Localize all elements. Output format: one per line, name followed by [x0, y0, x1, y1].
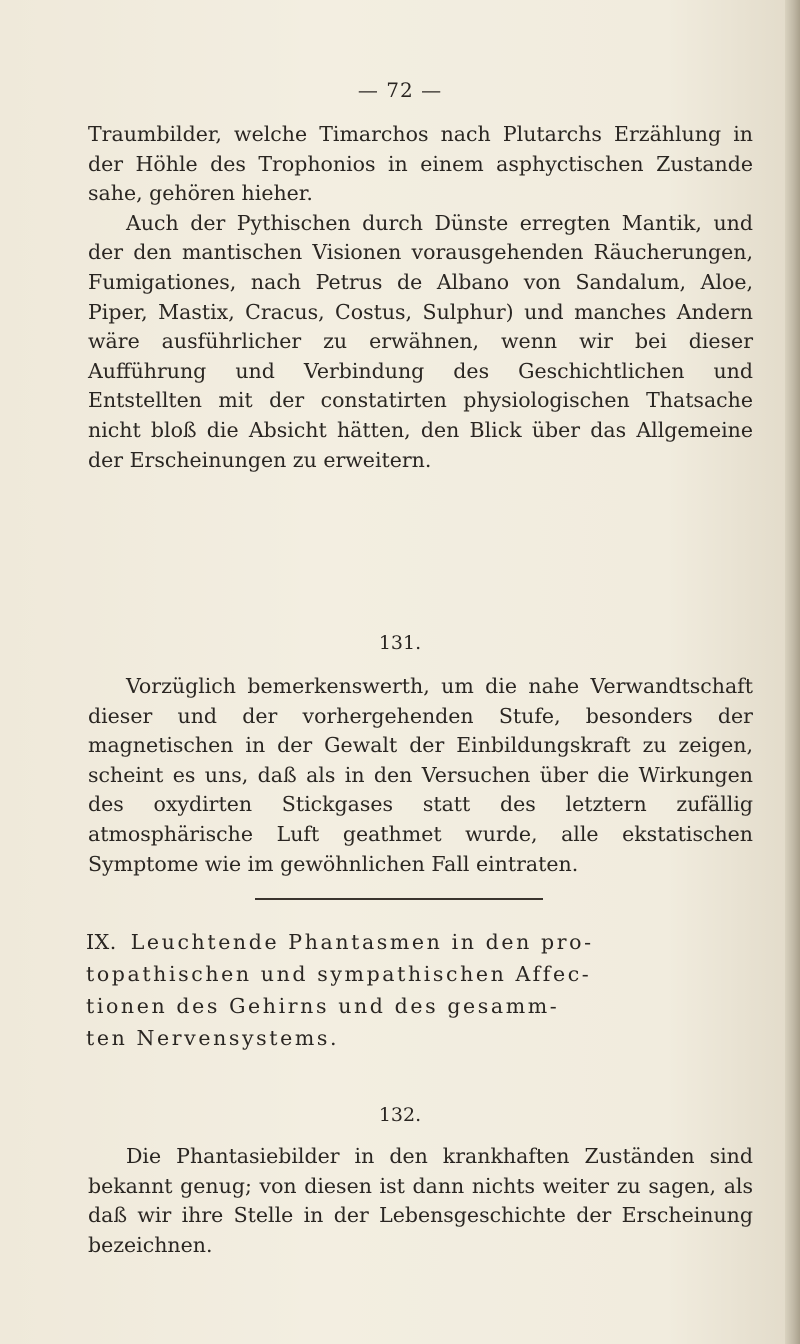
- section-divider: [255, 898, 543, 900]
- chapter-heading-line-1: [86, 926, 756, 958]
- section-131-text: Vorzüglich bemerkenswerth, um die nahe Verwandtschaft dieser und der vorhergehenden Stufe, besonders der magnetischen in der Gewalt der Einbildungskraft zu zeigen, scheint es uns, daß als in den Versuchen über die Wirkungen des oxydirten Stickgases statt des letztern zufällig atmosphärische Luft geathmet wurde, alle ekstatischen Symptome wie im gewöhnlichen Fall eintraten.: [88, 674, 753, 876]
- page-edge: [785, 0, 800, 1344]
- section-131-text-block: [88, 672, 753, 879]
- section-132-text: Die Phantasiebilder in den krankhaften Zuständen sind bekannt genug; von diesen ist dann nichts weiter zu sagen, als daß wir ihre Stelle in der Lebensgeschichte der Erscheinung bezeichnen.: [88, 1144, 753, 1257]
- chapter-heading: [86, 926, 756, 1054]
- chapter-title-line-2: topathischen und sympathischen Affec-: [86, 962, 592, 986]
- chapter-title-line-4: ten Nervensystems.: [86, 1026, 340, 1050]
- section-number-131: 131.: [378, 632, 422, 654]
- section-132-text-block: [88, 1142, 753, 1260]
- chapter-title-line-1: Leuchtende Phantasmen in den pro-: [130, 930, 594, 954]
- page-number: — 72 —: [357, 78, 443, 102]
- paragraph-continued: Traumbilder, welche Timarchos nach Plutarchs Erzählung in der Höhle des Trophonios in einem asphyctischen Zustande sahe, gehören hieher.: [88, 122, 753, 206]
- chapter-title-line-3: tionen des Gehirns und des gesamm-: [86, 994, 560, 1018]
- opening-text: [88, 120, 753, 475]
- paragraph-fumigationes: Auch der Pythischen durch Dünste erregten Mantik, und der den mantischen Visionen vorausgehenden Räucherungen, Fumigationes, nach Petrus de Albano von Sandalum, Aloe, Piper, Mastix, Cracus, Costus, Sulphur) und manches Andern wäre ausführlicher zu erwähnen, wenn wir bei dieser Aufführung und Verbindung des Geschichtlichen und Entstellten mit der constatirten physiologischen Thatsache nicht bloß die Absicht hätten, den Blick über das Allgemeine der Erscheinungen zu erweitern.: [88, 210, 753, 472]
- section-number-132: 132.: [378, 1104, 422, 1126]
- chapter-roman-numeral: IX.: [86, 930, 117, 954]
